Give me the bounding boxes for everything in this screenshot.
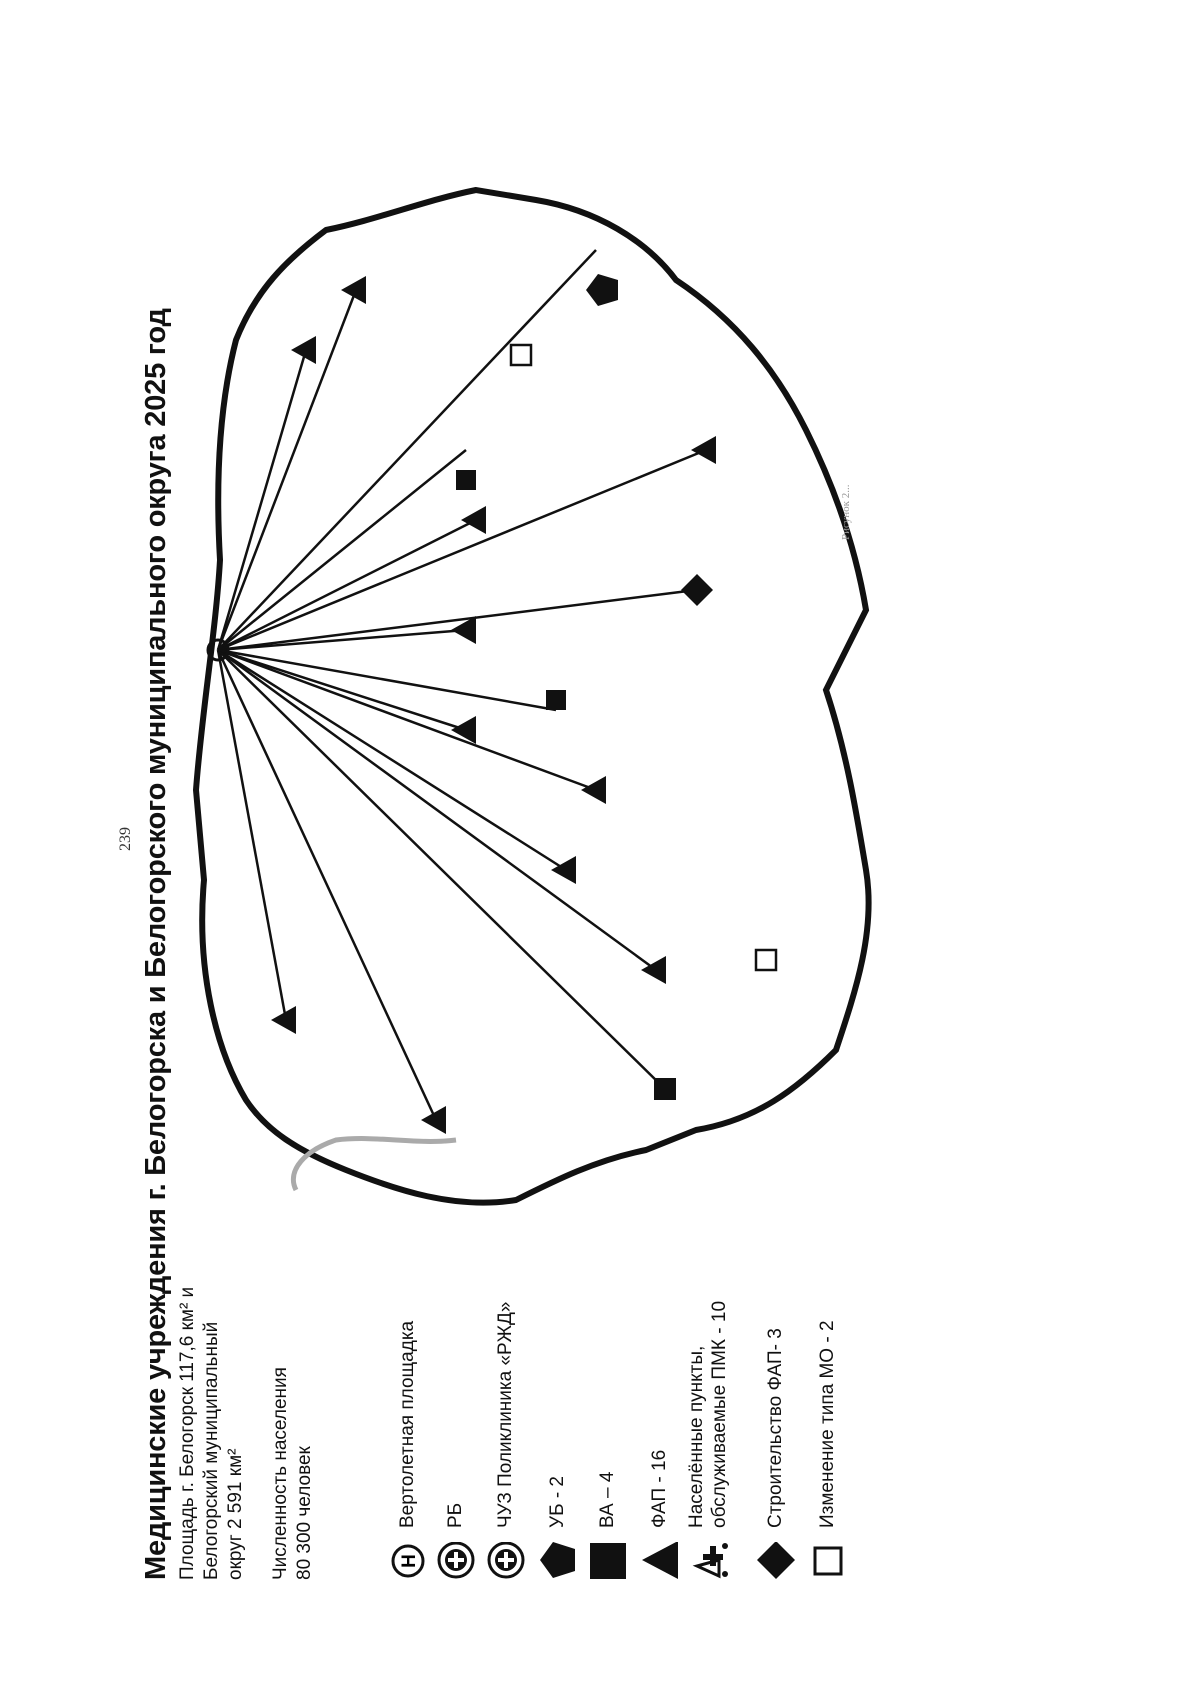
slide-title: Медицинские учреждения г. Белогорска и Белогорского муниципального округа 2025 год (140, 308, 172, 1580)
figure-caption: Рисунок 2... (840, 484, 852, 540)
square-filled-icon (588, 1542, 628, 1580)
va-marker (546, 690, 566, 710)
legend-item-fap (640, 1450, 680, 1580)
fap-marker (421, 1106, 446, 1134)
district-boundary (196, 190, 869, 1203)
mobile-complex-icon (689, 1542, 729, 1580)
fap-marker (461, 506, 486, 534)
svg-text:H: H (399, 1554, 420, 1568)
legend-label: ЧУЗ Поликлиника «РЖД» (494, 1301, 516, 1528)
pentagon-icon (538, 1542, 578, 1580)
va-marker (456, 470, 476, 490)
type-change-marker (511, 345, 531, 365)
fap-marker (581, 776, 606, 804)
ub-marker (586, 274, 618, 306)
legend-item-construction (756, 1328, 796, 1580)
triangle-icon (640, 1542, 680, 1580)
type-change-marker (756, 950, 776, 970)
legend-item-va (588, 1472, 628, 1580)
legend-item-helipad (388, 1321, 428, 1580)
page-number: 239 (117, 827, 134, 851)
district-map (176, 150, 886, 1350)
legend-label: Изменение типа МО - 2 (816, 1320, 838, 1528)
construction-marker (681, 574, 713, 606)
legend-label: РБ (444, 1502, 466, 1528)
legend-label: УБ - 2 (546, 1476, 568, 1528)
legend-label: Строительство ФАП- 3 (764, 1328, 786, 1528)
area-info: Площадь г. Белогорск 117,6 км² и Белогорский муниципальный округ 2 591 км² (177, 1286, 246, 1580)
fap-marker (691, 436, 716, 464)
legend-label: ВА – 4 (596, 1471, 618, 1528)
helipad-icon (388, 1542, 428, 1580)
legend-label: ФАП - 16 (648, 1449, 670, 1528)
legend-item-rb (436, 1503, 476, 1580)
fap-marker (641, 956, 666, 984)
slide (140, 130, 900, 1580)
va-marker (654, 1078, 676, 1100)
legend-item-type-change (808, 1320, 848, 1580)
fap-marker (551, 856, 576, 884)
connection-lines (218, 250, 706, 1120)
square-outline-icon (808, 1542, 848, 1580)
diamond-icon (756, 1542, 796, 1580)
plus-circle-icon (486, 1542, 526, 1580)
population-info: Численность населения 80 300 человек (270, 1367, 315, 1580)
legend-item-ub (538, 1476, 578, 1580)
legend-label: Населённые пункты, обслуживаемые ПМК - 10 (686, 1300, 730, 1528)
legend-label: Вертолетная площадка (396, 1320, 418, 1528)
plus-circle-icon (436, 1542, 476, 1580)
